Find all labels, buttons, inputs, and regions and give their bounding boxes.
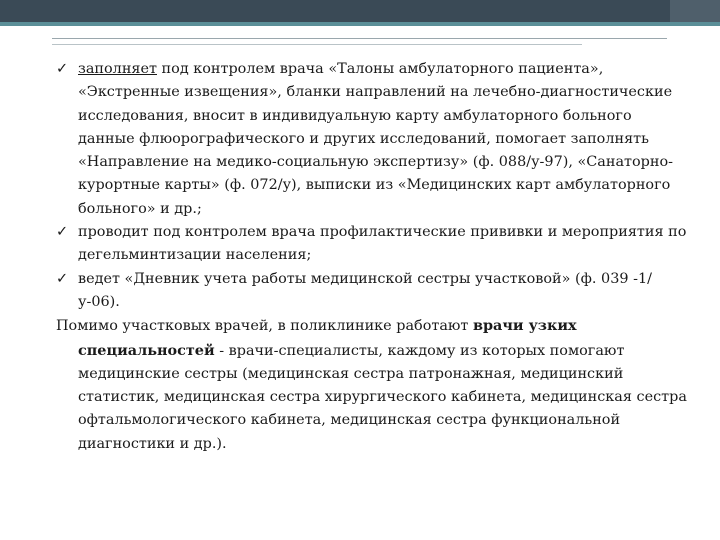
slide-body [56,58,691,456]
item-text: ведет «Дневник учета работы медицинской сестры участковой» (ф. 039 -1/у-06). [78,270,652,310]
checkmark-icon: ✓ [56,270,69,287]
title-rule-lower [52,44,582,45]
list-item [56,268,691,315]
item-lead-word: заполняет [78,61,157,77]
slide-top-bar-accent [670,0,720,22]
closing-bold-term: врачи узких специальностей [78,317,577,359]
slide-accent-line [0,22,720,26]
closing-text-end: - врачи-специалисты, каждому из которых помогают медицинские сестры (медицинская сестра патронажная, медицинский статистик, медицинская сестра хирургического кабинета, медицинская сестра офтальмологического кабинета, медицинская сестра функциональной диагностики и др.). [78,342,687,452]
checkmark-icon: ✓ [56,224,69,241]
item-text: под контролем врача «Талоны амбулаторного пациента», «Экстренные извещения», бланки направлений на лечебно-диагностические исследования, вносит в индивидуальную карту амбулаторного больного данные флюорографического и других исследований, помогает заполнять «Направление на медико-социальную экспертизу» (ф. 088/у-97), «Санаторно-курортные карты» (ф. 072/у), выписки из «Медицинских карт амбулаторного больного» и др.; [78,61,674,217]
list-item [56,221,691,268]
list-item [56,58,691,221]
closing-paragraph [56,314,691,456]
slide-top-bar [0,0,720,22]
title-rule-upper [52,38,667,39]
checkmark-icon: ✓ [56,61,69,77]
closing-text-start: Помимо участковых врачей, в поликлинике работают [56,318,473,335]
item-text: проводит под контролем врача профилактические прививки и мероприятия по дегельминтизации населения; [78,224,687,264]
